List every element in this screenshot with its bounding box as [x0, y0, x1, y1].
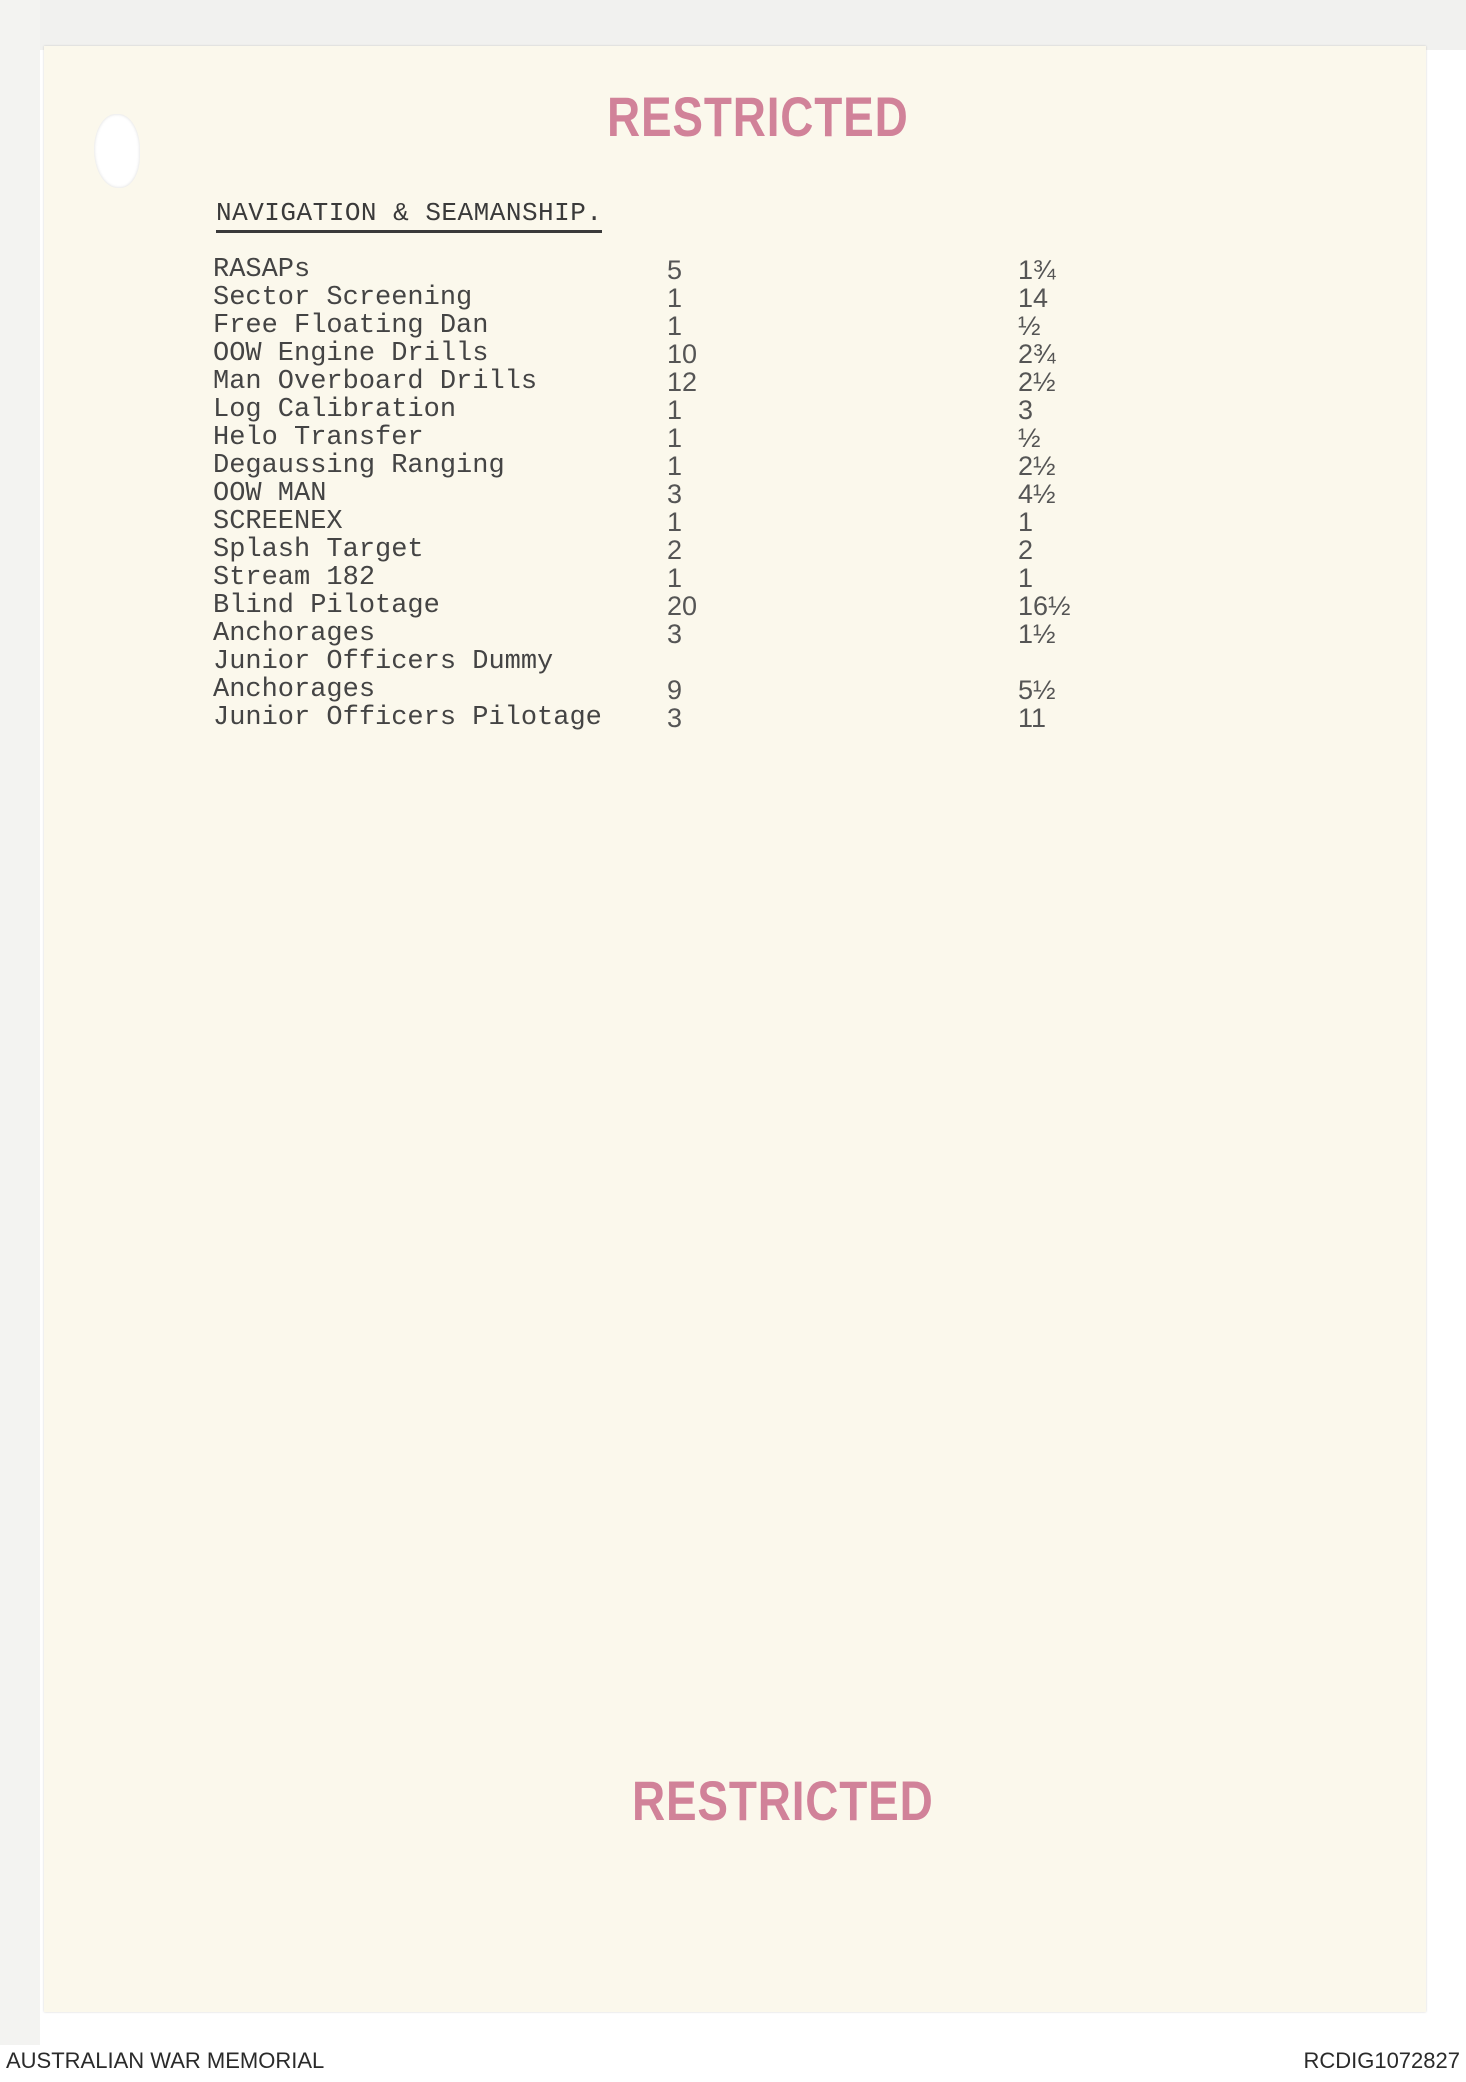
table-row [0, 620, 1466, 648]
table-row [0, 480, 1466, 508]
entry-value: 4½ [1018, 479, 1056, 509]
entry-count: 3 [667, 619, 683, 649]
table-row [0, 648, 1466, 676]
entry-count: 9 [667, 675, 683, 705]
entry-name: Log Calibration [213, 395, 457, 425]
entry-value: ½ [1018, 311, 1041, 341]
table-row [0, 592, 1466, 620]
entry-name: OOW Engine Drills [213, 339, 489, 369]
entry-count: 5 [667, 255, 683, 285]
entry-count: 10 [667, 339, 698, 369]
entry-count: 1 [667, 451, 683, 481]
entry-value: 2 [1018, 535, 1034, 565]
entry-value: 1 [1018, 563, 1034, 593]
entry-name: SCREENEX [213, 507, 343, 537]
entry-value: 2½ [1018, 367, 1056, 397]
entry-count: 3 [667, 479, 683, 509]
entry-name: Blind Pilotage [213, 591, 440, 621]
entry-name: OOW MAN [213, 479, 327, 509]
table-row [0, 340, 1466, 368]
entry-value: 16½ [1018, 591, 1071, 621]
entry-count: 20 [667, 591, 698, 621]
entry-value: 2½ [1018, 451, 1056, 481]
entry-name: Junior Officers Dummy [213, 647, 554, 677]
entry-value: 1 [1018, 507, 1034, 537]
restricted-stamp-bottom: RESTRICTED [632, 1769, 934, 1832]
table-row [0, 424, 1466, 452]
entry-count: 1 [667, 423, 683, 453]
entry-value: 14 [1018, 283, 1049, 313]
entry-count: 3 [667, 703, 683, 733]
document-title: NAVIGATION & SEAMANSHIP. [216, 198, 602, 233]
table-row [0, 564, 1466, 592]
table-row [0, 312, 1466, 340]
restricted-stamp-top: RESTRICTED [607, 85, 909, 148]
footer-record-id: RCDIG1072827 [1303, 2048, 1460, 2073]
table-row [0, 704, 1466, 732]
entry-name: Anchorages [213, 619, 376, 649]
table-row [0, 676, 1466, 704]
entry-value: 2¾ [1018, 339, 1056, 369]
table-row [0, 284, 1466, 312]
table-row [0, 396, 1466, 424]
entry-value: ½ [1018, 423, 1041, 453]
entries-table [0, 256, 1466, 732]
entry-name: Degaussing Ranging [213, 451, 505, 481]
entry-value: 11 [1018, 703, 1047, 733]
entry-name: RASAPs [213, 255, 311, 285]
table-row [0, 452, 1466, 480]
entry-name: Free Floating Dan [213, 311, 489, 341]
table-row [0, 368, 1466, 396]
entry-name: Man Overboard Drills [213, 367, 538, 397]
entry-count: 12 [667, 367, 698, 397]
entry-name: Stream 182 [213, 563, 376, 593]
punch-hole [94, 114, 140, 188]
scan-background-top [0, 0, 1466, 50]
entry-count: 1 [667, 507, 683, 537]
entry-name: Anchorages [213, 675, 376, 705]
entry-name: Helo Transfer [213, 423, 424, 453]
entry-name: Junior Officers Pilotage [213, 703, 602, 733]
entry-value: 1½ [1018, 619, 1056, 649]
table-row [0, 536, 1466, 564]
entry-count: 1 [667, 395, 683, 425]
entry-count: 1 [667, 283, 683, 313]
entry-value: 5½ [1018, 675, 1056, 705]
entry-value: 1¾ [1018, 255, 1056, 285]
entry-count: 2 [667, 535, 683, 565]
entry-name: Sector Screening [213, 283, 473, 313]
entry-count: 1 [667, 563, 683, 593]
entry-count: 1 [667, 311, 683, 341]
table-row [0, 256, 1466, 284]
entry-name: Splash Target [213, 535, 424, 565]
footer-source: AUSTRALIAN WAR MEMORIAL [6, 2048, 325, 2073]
entry-value: 3 [1018, 395, 1034, 425]
table-row [0, 508, 1466, 536]
